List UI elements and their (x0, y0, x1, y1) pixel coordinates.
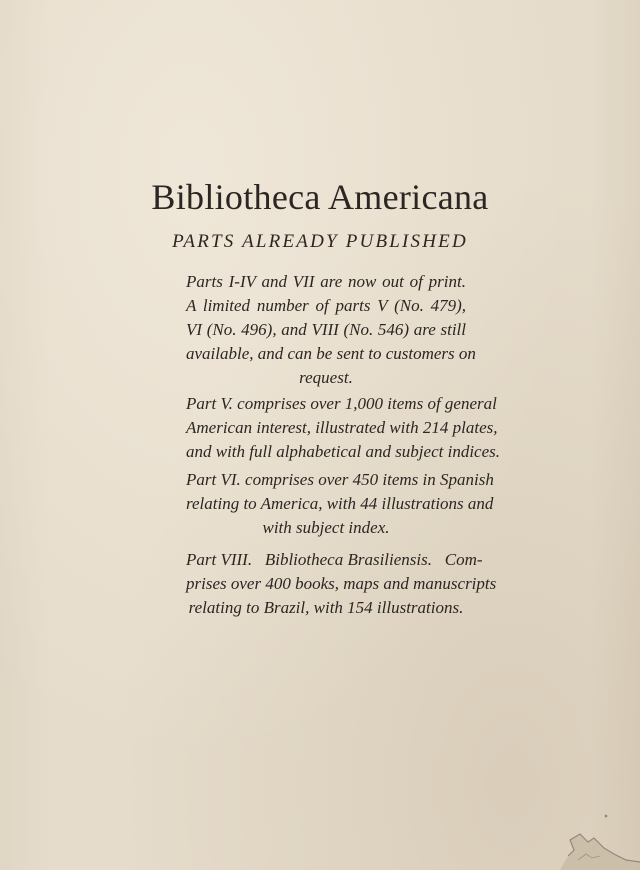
page-subtitle: PARTS ALREADY PUBLISHED (172, 231, 468, 252)
paragraph-line: Part V. comprises over 1,000 items of general (186, 394, 497, 413)
paragraph-line: Part VIII. Bibliotheca Brasiliensis. Com- (186, 550, 483, 569)
paragraph-line: Part VI. comprises over 450 items in Spanish (186, 470, 494, 489)
paragraph-line: Parts I-IV and VII are now out of print. (186, 272, 466, 291)
paragraph-line: and with full alphabetical and subject indices. (186, 442, 500, 461)
part-vi-paragraph (186, 468, 494, 540)
paragraph-line: A limited number of parts V (No. 479), (186, 296, 466, 315)
paragraph-line: relating to America, with 44 illustrations and (186, 494, 494, 513)
paragraph-line: VI (No. 496), and VIII (No. 546) are still (186, 320, 466, 339)
paragraph-line: with subject index. (262, 518, 390, 537)
paragraph-line: American interest, illustrated with 214 plates, (186, 418, 498, 437)
paragraph-line: prises over 400 books, maps and manuscripts (186, 574, 497, 593)
page-title: Bibliotheca Americana (151, 177, 489, 217)
paragraph-line: relating to Brazil, with 154 illustrations. (188, 598, 464, 617)
paragraph-line: available, and can be sent to customers on (186, 344, 476, 363)
intro-paragraph (186, 270, 476, 390)
paper-damage-mark (530, 810, 640, 870)
paragraph-line: request. (299, 368, 353, 387)
part-v-paragraph (186, 392, 500, 464)
part-viii-paragraph (186, 548, 497, 620)
